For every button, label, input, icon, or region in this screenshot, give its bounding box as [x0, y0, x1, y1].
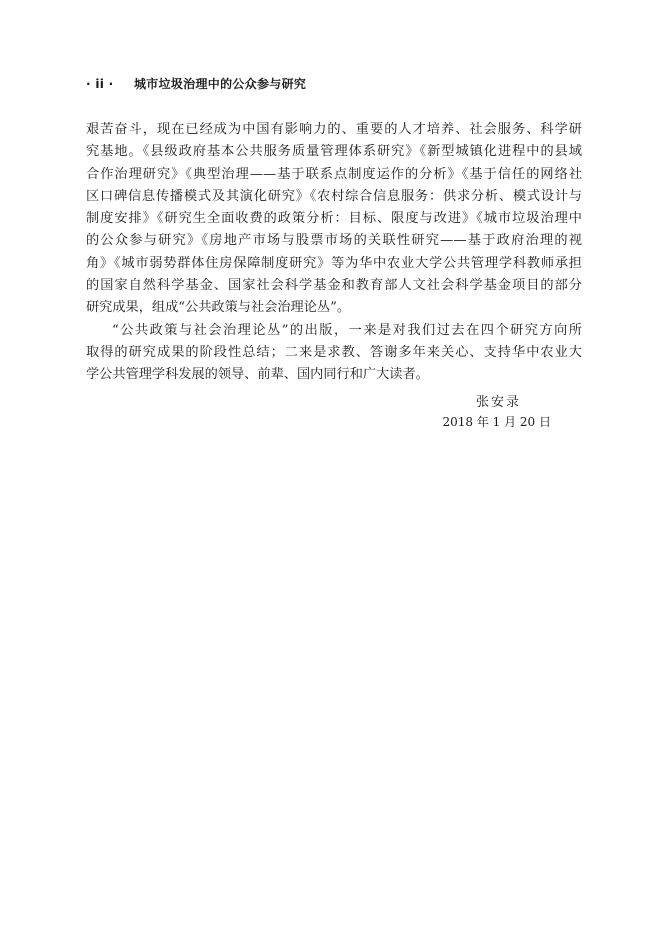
text-line: 取得的研究成果的阶段性总结；二来是求教、答谢多年来关心、支持华中农业大 [86, 344, 582, 360]
text-line: 研究成果，组成“公共政策与社会治理论丛”。 [86, 300, 351, 316]
book-title: 城市垃圾治理中的公众参与研究 [133, 77, 307, 91]
text-line: “公共政策与社会治理论丛”的出版，一来是对我们过去在四个研究方向所 [112, 322, 582, 338]
text-line: 艰苦奋斗，现在已经成为中国有影响力的、重要的人才培养、社会服务、科学研 [86, 122, 582, 137]
text-line: 角》《城市弱势群体住房保障制度研究》等为华中农业大学公共管理学科教师承担 [86, 255, 582, 271]
text-line: 的公众参与研究》《房地产市场与股票市场的关联性研究——基于政府治理的视 [86, 233, 582, 249]
text-line: 合作治理研究》《典型治理——基于联系点制度运作的分析》《基于信任的网络社 [86, 166, 582, 182]
author-signature: 张安录 [475, 395, 521, 410]
paragraph [86, 119, 582, 320]
text-line: 的国家自然科学基金、国家社会科学基金和教育部人文社会科学基金项目的部分 [86, 278, 582, 294]
text-line: 制度安排》《研究生全面收费的政策分析：目标、限度与改进》《城市垃圾治理中 [86, 211, 582, 227]
paragraph [86, 320, 582, 387]
text-line: 区口碑信息传播模式及其演化研究》《农村综合信息服务：供求分析、模式设计与 [86, 188, 582, 204]
text-line: 学公共管理学科发展的领导、前辈、国内同行和广大读者。 [86, 367, 429, 383]
page-folio: · ii · [86, 77, 114, 91]
signature-date: 2018 年 1 月 20 日 [442, 415, 551, 429]
body-text [86, 119, 582, 387]
text-line: 究基地。《县级政府基本公共服务质量管理体系研究》《新型城镇化进程中的县域 [86, 144, 582, 160]
running-head [86, 75, 306, 92]
